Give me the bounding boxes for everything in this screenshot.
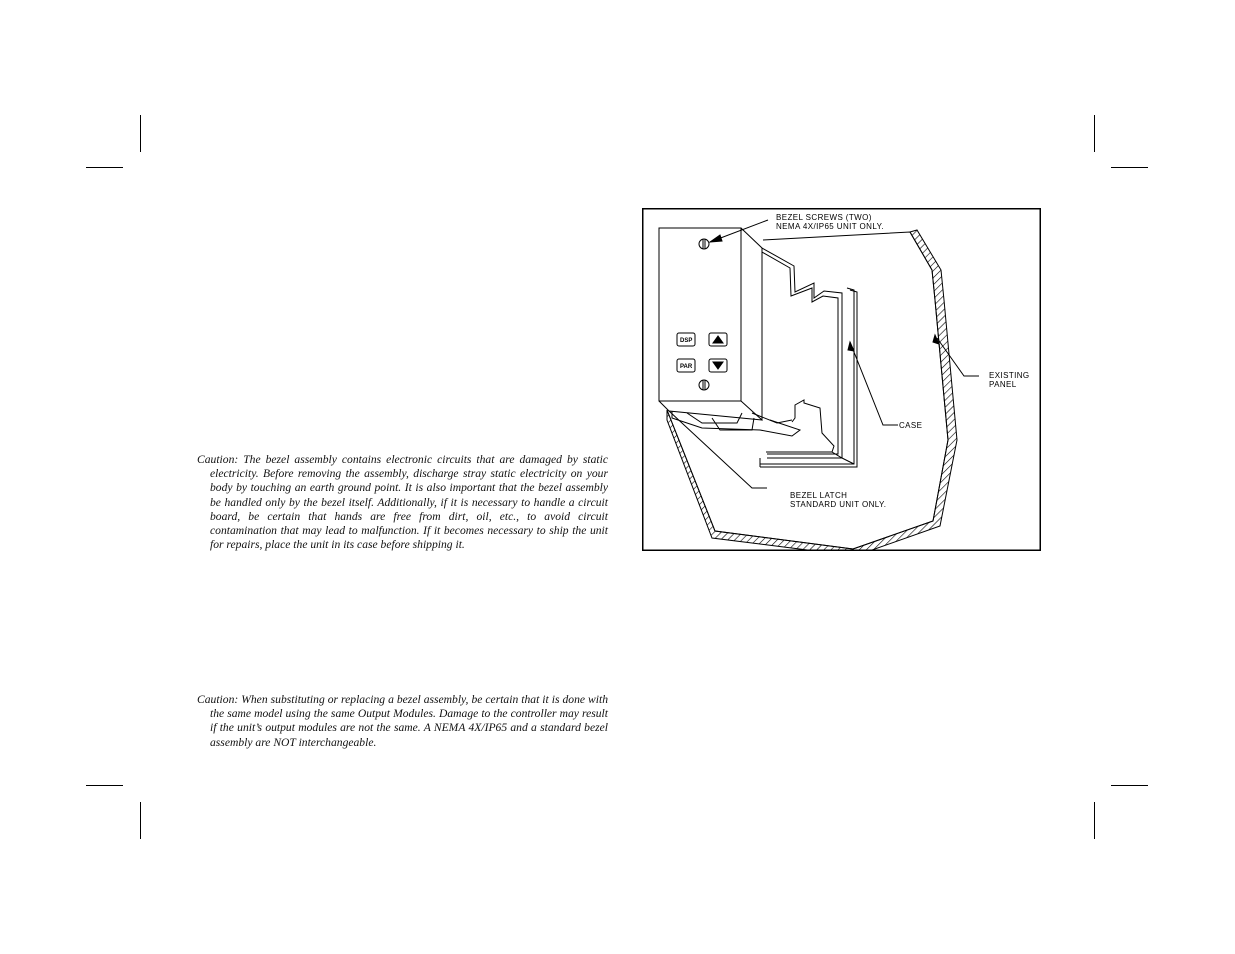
bezel-screws-label-line2: NEMA 4X/IP65 UNIT ONLY.: [776, 222, 884, 231]
caution-bezel-substitution: Caution: When substituting or replacing a bezel assembly, be certain that it is done with the same model using the same Output Modules. Damage to the controller may result if the unit’s output modules are not the same. A NEMA 4X/IP65 and a standard bezel assembly are NOT interchangeable.: [197, 693, 608, 749]
crop-mark-bottom-left-vertical: [140, 802, 141, 839]
case-label: CASE: [899, 421, 923, 430]
crop-mark-top-right-vertical: [1094, 115, 1095, 152]
existing-panel-label-line2: PANEL: [989, 380, 1017, 389]
bezel-screws-label-line1: BEZEL SCREWS (TWO): [776, 213, 872, 222]
bezel-latch-label-line1: BEZEL LATCH: [790, 491, 848, 500]
crop-mark-top-left-horizontal: [86, 167, 123, 168]
case-shape: [760, 248, 857, 467]
dsp-key-label: DSP: [680, 338, 693, 344]
existing-panel-label-line1: EXISTING: [989, 371, 1030, 380]
crop-mark-bottom-right-horizontal: [1111, 785, 1148, 786]
par-key-label: PAR: [680, 364, 693, 370]
crop-mark-top-right-horizontal: [1111, 167, 1148, 168]
bezel-unit: [659, 228, 800, 436]
bezel-removal-figure: [642, 208, 1041, 551]
bezel-latch-label-line2: STANDARD UNIT ONLY.: [790, 500, 887, 509]
crop-mark-bottom-right-vertical: [1094, 802, 1095, 839]
crop-mark-bottom-left-horizontal: [86, 785, 123, 786]
caution-static-electricity: Caution: The bezel assembly contains electronic circuits that are damaged by static electricity. Before removing the assembly, discharge stray static electricity on your body by touching an earth ground point. It is also important that the bezel assembly be handled only by the bezel itself. Additionally, if it is necessary to handle a circuit board, be certain that hands are free from dirt, oil, etc., to avoid circuit contamination that may lead to malfunction. If it becomes necessary to ship the unit for repairs, place the unit in its case before shipping it.: [197, 453, 608, 552]
crop-mark-top-left-vertical: [140, 115, 141, 152]
